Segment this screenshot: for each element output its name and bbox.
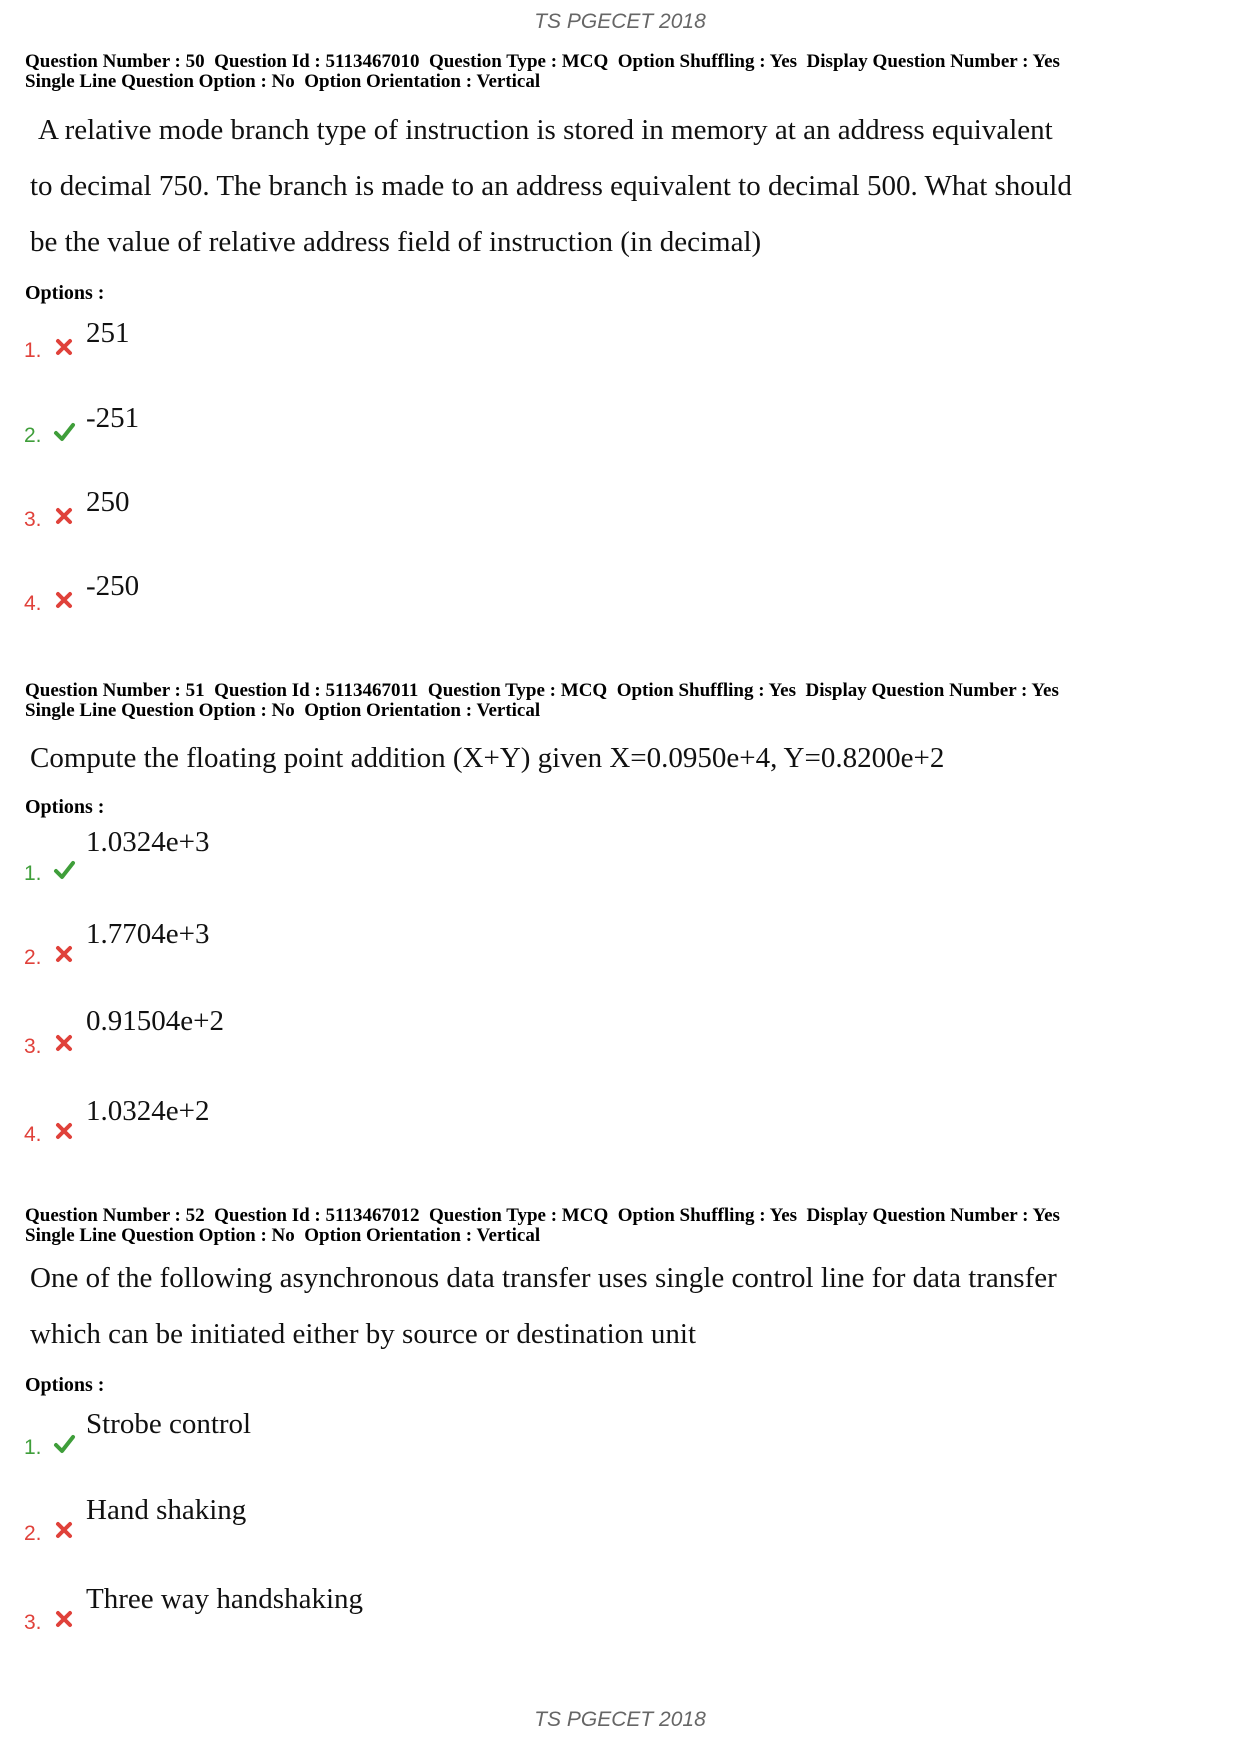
option-text: Hand shaking [86, 1494, 247, 1526]
cross-icon [52, 1031, 76, 1055]
option-item [0, 1408, 700, 1462]
option-text: 251 [86, 317, 130, 349]
option-number: 1. [24, 1436, 42, 1459]
option-text: -251 [86, 402, 140, 434]
option-item [0, 1583, 700, 1637]
cross-icon [52, 588, 76, 612]
option-text: 1.7704e+3 [86, 918, 210, 950]
page-footer: TS PGECET 2018 [534, 1708, 706, 1731]
option-number: 1. [24, 339, 42, 362]
cross-icon [52, 1119, 76, 1143]
question-meta-line2: Single Line Question Option : No Option Orientation : Vertical [25, 71, 541, 92]
option-number: 2. [24, 1522, 42, 1545]
cross-icon [52, 1607, 76, 1631]
option-item [0, 570, 700, 618]
option-item [0, 1494, 700, 1548]
option-number: 2. [24, 424, 42, 447]
check-icon [52, 420, 76, 444]
option-number: 4. [24, 1123, 42, 1146]
option-item [0, 486, 700, 534]
option-number: 2. [24, 946, 42, 969]
option-item [0, 918, 700, 972]
question-text-line: Compute the floating point addition (X+Y) given X=0.0950e+4, Y=0.8200e+2 [30, 742, 945, 774]
option-item [0, 317, 700, 365]
cross-icon [52, 942, 76, 966]
question-meta-line1: Question Number : 51 Question Id : 5113467011 Question Type : MCQ Option Shuffling : Yes Display Question Number : Yes [25, 680, 1059, 701]
option-number: 3. [24, 508, 42, 531]
option-number: 4. [24, 592, 42, 615]
check-icon [52, 1432, 76, 1456]
options-label: Options : [25, 796, 105, 818]
cross-icon [52, 1518, 76, 1542]
option-number: 3. [24, 1035, 42, 1058]
question-meta-line1: Question Number : 50 Question Id : 5113467010 Question Type : MCQ Option Shuffling : Yes Display Question Number : Yes [25, 51, 1060, 72]
question-text-line: which can be initiated either by source or destination unit [30, 1318, 696, 1350]
question-text-line: A relative mode branch type of instruction is stored in memory at an address equivalent [38, 114, 1053, 146]
question-meta-line2: Single Line Question Option : No Option Orientation : Vertical [25, 1225, 541, 1246]
option-text: Three way handshaking [86, 1583, 364, 1615]
options-label: Options : [25, 1374, 105, 1396]
option-item [0, 402, 700, 450]
option-text: 0.91504e+2 [86, 1005, 224, 1037]
option-text: 1.0324e+2 [86, 1095, 210, 1127]
option-number: 1. [24, 862, 42, 885]
cross-icon [52, 504, 76, 528]
page-header: TS PGECET 2018 [534, 10, 706, 33]
option-item [0, 826, 700, 888]
options-label: Options : [25, 282, 105, 304]
option-text: Strobe control [86, 1408, 252, 1440]
question-meta-line1: Question Number : 52 Question Id : 5113467012 Question Type : MCQ Option Shuffling : Yes Display Question Number : Yes [25, 1205, 1060, 1226]
option-text: 1.0324e+3 [86, 826, 210, 858]
question-meta-line2: Single Line Question Option : No Option Orientation : Vertical [25, 700, 541, 721]
question-text-line: be the value of relative address field of instruction (in decimal) [30, 226, 762, 258]
option-text: 250 [86, 486, 130, 518]
check-icon [52, 858, 76, 882]
question-text-line: One of the following asynchronous data transfer uses single control line for data transfer [30, 1262, 1057, 1294]
option-text: -250 [86, 570, 140, 602]
option-item [0, 1005, 700, 1061]
question-text-line: to decimal 750. The branch is made to an address equivalent to decimal 500. What should [30, 170, 1072, 202]
cross-icon [52, 335, 76, 359]
option-number: 3. [24, 1611, 42, 1634]
option-item [0, 1095, 700, 1149]
